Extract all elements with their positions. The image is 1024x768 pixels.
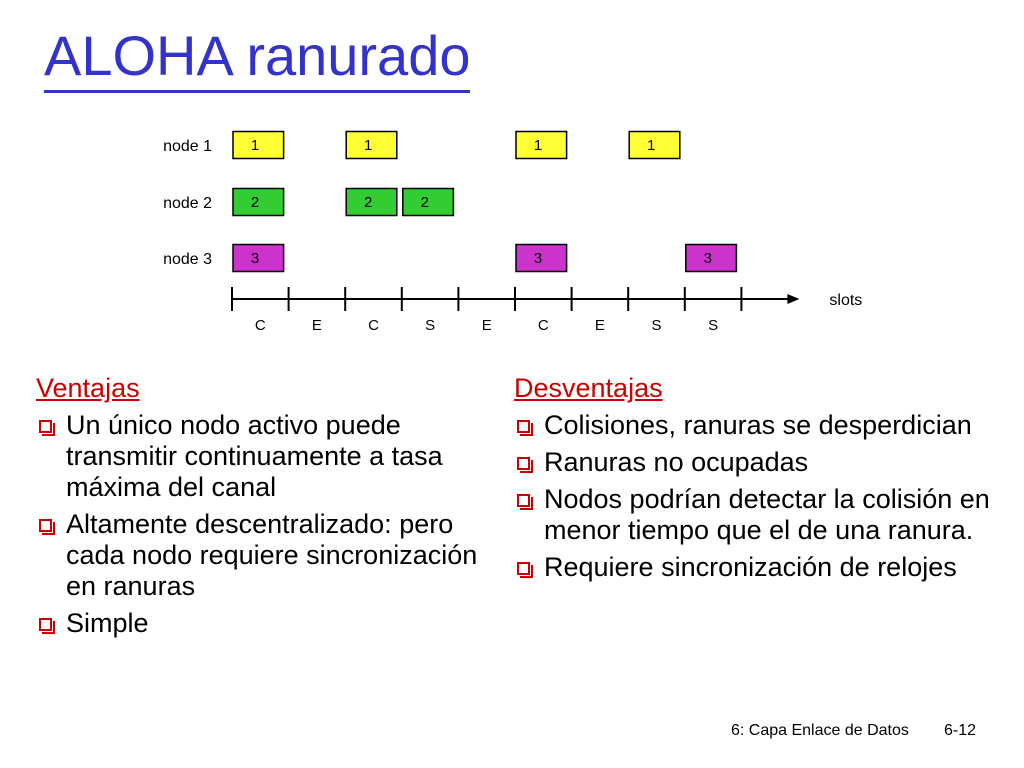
slot-outcome-label: S: [651, 317, 662, 334]
bullet-box-icon: [517, 494, 530, 507]
slot-outcome-label: C: [537, 317, 549, 334]
slot-outcome-label: S: [425, 317, 436, 334]
slot-outcome-label: E: [594, 317, 605, 334]
bullet-box-icon: [517, 562, 530, 575]
slot-outcome-label: C: [254, 317, 266, 334]
disadvantage-item: [514, 447, 994, 478]
packet-label: 1: [533, 137, 543, 154]
packet-label: 3: [533, 250, 543, 267]
slotted-aloha-diagram: [0, 0, 1024, 360]
disadvantage-item: [514, 410, 994, 441]
footer-chapter: 6: Capa Enlace de Datos: [731, 722, 909, 739]
disadvantage-text: Nodos podrían detectar la colisión en menor tiempo que el de una ranura.: [544, 484, 990, 546]
packet-label: 1: [647, 137, 656, 154]
disadvantages-heading: Desventajas: [514, 373, 663, 403]
axis-label: slots: [829, 292, 863, 309]
bullet-box-icon: [517, 457, 530, 470]
disadvantage-text: Colisiones, ranuras se desperdician: [544, 410, 972, 441]
bullet-box-icon: [39, 519, 52, 532]
advantage-item: [36, 608, 486, 639]
packet-label: 1: [364, 137, 373, 154]
node-label: node 1: [163, 138, 212, 155]
advantage-text: Un único nodo activo puede transmitir continuamente a tasa máxima del canal: [66, 410, 443, 503]
axis-arrow-icon: [787, 294, 799, 304]
advantage-text: Simple: [66, 608, 149, 639]
bullet-box-icon: [39, 420, 52, 433]
disadvantage-text: Requiere sincronización de relojes: [544, 552, 957, 583]
packet-label: 3: [250, 250, 260, 267]
packet-label: 1: [250, 137, 260, 154]
disadvantage-item: [514, 484, 994, 546]
bullet-box-icon: [39, 618, 52, 631]
disadvantages-column: [514, 372, 994, 589]
node-label: node 3: [163, 251, 212, 268]
slide-title: ALOHA ranurado: [44, 28, 470, 93]
advantages-column: [36, 372, 486, 645]
slot-outcome-label: S: [708, 317, 719, 334]
advantages-heading: Ventajas: [36, 373, 140, 403]
packet-label: 2: [364, 194, 373, 211]
bullet-box-icon: [517, 420, 530, 433]
node-label: node 2: [163, 195, 212, 212]
disadvantage-item: [514, 552, 994, 583]
advantage-text: Altamente descentralizado: pero cada nodo requiere sincronización en ranuras: [66, 509, 478, 602]
disadvantage-text: Ranuras no ocupadas: [544, 447, 809, 478]
slot-outcome-label: E: [311, 317, 322, 334]
packet-label: 2: [250, 194, 260, 211]
packet-label: 2: [420, 194, 429, 211]
slot-outcome-label: C: [368, 317, 379, 334]
footer-page-number: 6-12: [944, 722, 977, 739]
advantage-item: [36, 509, 486, 602]
advantage-item: [36, 410, 486, 503]
packet-label: 3: [703, 250, 712, 267]
slot-outcome-label: E: [481, 317, 492, 334]
